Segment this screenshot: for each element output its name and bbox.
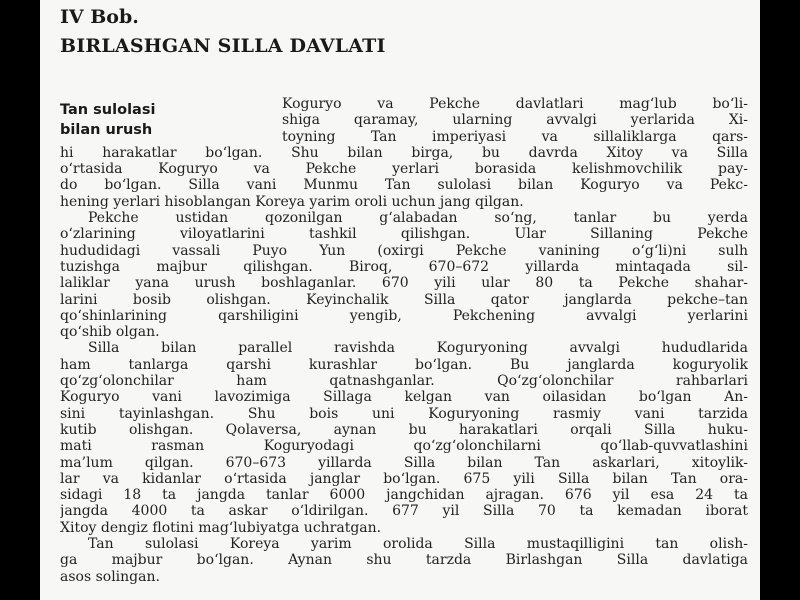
text-line: jangda 4000 ta askar o‘ldirilgan. 677 yil Silla 70 ta kemadan iborat	[60, 503, 748, 520]
text-line: Silla bilan parallel ravishda Koguryoning avvalgi hududlarida	[88, 340, 748, 357]
text-line: qo‘shib olgan.	[60, 324, 160, 341]
text-line: Pekche ustidan qozonilgan g‘alabadan so‘ng, tanlar bu yerda	[88, 210, 748, 227]
book-page	[40, 0, 760, 600]
text-line: shiga qaramay, ularning avvalgi yerlarida Xi-	[282, 112, 748, 129]
text-line: mati rasman Koguryodagi qo‘zg‘olonchilarni qo‘llab-quvvatlashini	[60, 438, 748, 455]
text-line: Xitoy dengiz flotini mag‘lubiyatga uchratgan.	[60, 519, 382, 536]
text-line: sidagi 18 ta jangda tanlar 6000 jangchidan ajragan. 676 yil esa 24 ta	[60, 487, 748, 504]
text-line: ga majbur bo‘lgan. Aynan shu tarzda Birlashgan Silla davlatiga	[60, 552, 748, 569]
text-line: ham tanlarga qarshi kurashlar bo‘lgan. Bu janglarda koguryolik	[60, 356, 748, 373]
text-line: qo‘shinlarining qarshiligini yengib, Pekchening avvalgi yerlarini	[60, 307, 748, 324]
text-line: laliklar yana urush boshlaganlar. 670 yili ular 80 ta Pekche shahar-	[60, 275, 748, 292]
chapter-title: BIRLASHGAN SILLA DAVLATI	[60, 35, 386, 57]
text-line: tuzishga majbur qilishgan. Biroq, 670–672 yillarda mintaqada sil-	[60, 258, 748, 275]
text-line: Tan sulolasi Koreya yarim orolida Silla mustaqilligini tan olish-	[88, 536, 748, 553]
text-line: kutib olishgan. Qolaversa, aynan bu harakatlari orqali Silla huku-	[60, 421, 748, 438]
text-line: Koguryo va Pekche davlatlari mag‘lub bo‘li-	[282, 96, 748, 112]
text-line: sini tayinlashgan. Shu bois uni Koguryoning rasmiy vani tarzida	[60, 405, 748, 422]
text-line: lar va kidanlar o‘rtasida janglar bo‘lgan. 675 yili Silla bilan Tan ora-	[60, 470, 748, 487]
text-line: asos solingan.	[60, 568, 160, 585]
text-line: qo‘zg‘olonchilar ham qatnashganlar. Qo‘zg‘olonchilar rahbarlari	[60, 373, 748, 390]
text-line: larini bosib olishgan. Keyinchalik Silla qator janglarda pekche–tan	[60, 291, 748, 308]
text-line: o‘rtasida Koguryo va Pekche yerlari borasida kelishmovchilik pay-	[60, 161, 748, 178]
text-line: toyning Tan imperiyasi va sillaliklarga qars-	[282, 128, 748, 145]
text-line: hududidagi vassali Puyo Yun (oxirgi Pekche vanining o‘g‘li)ni sulh	[60, 242, 748, 259]
text-line: do bo‘lgan. Silla vani Munmu Tan sulolasi bilan Koguryo va Pekc-	[60, 177, 748, 194]
text-line: Koguryo vani lavozimiga Sillaga kelgan van oilasidan bo‘lgan An-	[60, 389, 748, 406]
text-line: ma’lum qilgan. 670–673 yillarda Silla bilan Tan askarlari, xitoylik-	[60, 454, 748, 471]
text-line: hi harakatlar bo‘lgan. Shu bilan birga, bu davrda Xitoy va Silla	[60, 144, 748, 161]
chapter-number: IV Bob.	[60, 6, 139, 28]
section-heading-line: bilan urush	[60, 122, 153, 138]
text-line: o‘zlarining viloyatlarini tashkil qilishgan. Ular Sillaning Pekche	[60, 226, 748, 243]
section-heading-line: Tan sulolasi	[60, 102, 156, 118]
body-text	[60, 96, 748, 585]
text-line: hening yerlari hisoblangan Koreya yarim oroli uchun jang qilgan.	[60, 193, 524, 210]
